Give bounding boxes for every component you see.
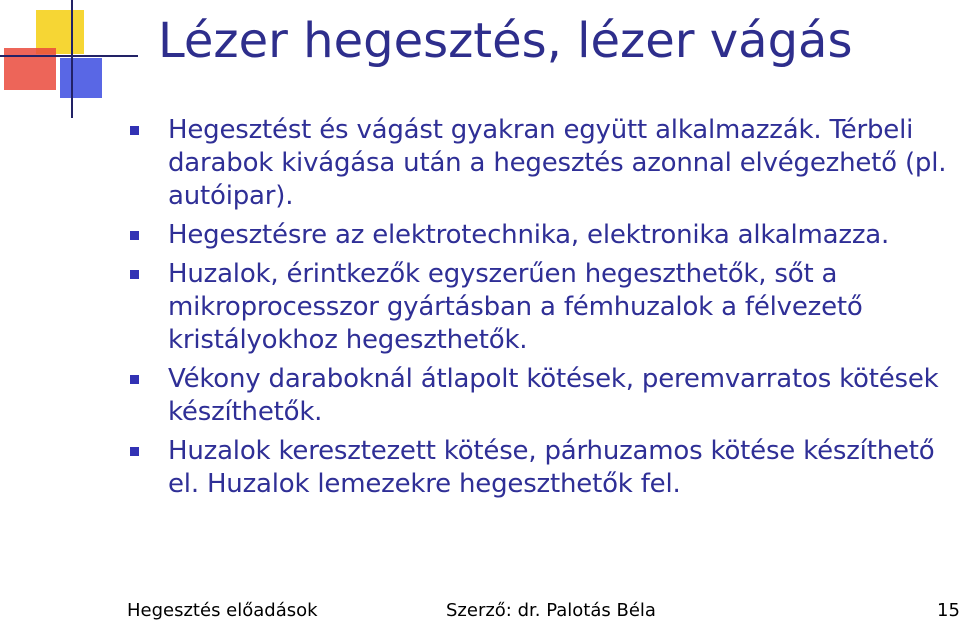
bullet-list (168, 114, 953, 501)
footer-course-title: Hegesztés előadások (127, 600, 318, 621)
square-bullet-icon (130, 447, 139, 456)
square-bullet-icon (130, 231, 139, 240)
square-bullet-icon (130, 126, 139, 135)
list-item-text: Huzalok keresztezett kötése, párhuzamos kötése készíthető el. Huzalok lemezekre hegeszthetők fel. (168, 436, 935, 499)
page-number: 15 (937, 600, 960, 621)
list-item (168, 114, 953, 213)
square-bullet-icon (130, 270, 139, 279)
list-item (168, 258, 953, 357)
list-item-text: Huzalok, érintkezők egyszerűen hegeszthetők, sőt a mikroprocesszor gyártásban a fémhuzalok a félvezető kristályokhoz hegeszthetők. (168, 259, 863, 355)
list-item (168, 363, 953, 429)
list-item-text: Hegesztést és vágást gyakran együtt alkalmazzák. Térbeli darabok kivágása után a hegesztés azonnal elvégezhető (pl. autóipar). (168, 115, 947, 211)
page-title: Lézer hegesztés, lézer vágás (158, 13, 853, 69)
list-item (168, 435, 953, 501)
footer-author: Szerző: dr. Palotás Béla (446, 600, 656, 621)
square-bullet-icon (130, 375, 139, 384)
list-item-text: Vékony daraboknál átlapolt kötések, peremvarratos kötések készíthetők. (168, 364, 939, 427)
colored-squares-logo-icon (0, 0, 140, 120)
list-item (168, 219, 953, 252)
list-item-text: Hegesztésre az elektrotechnika, elektronika alkalmazza. (168, 220, 890, 250)
